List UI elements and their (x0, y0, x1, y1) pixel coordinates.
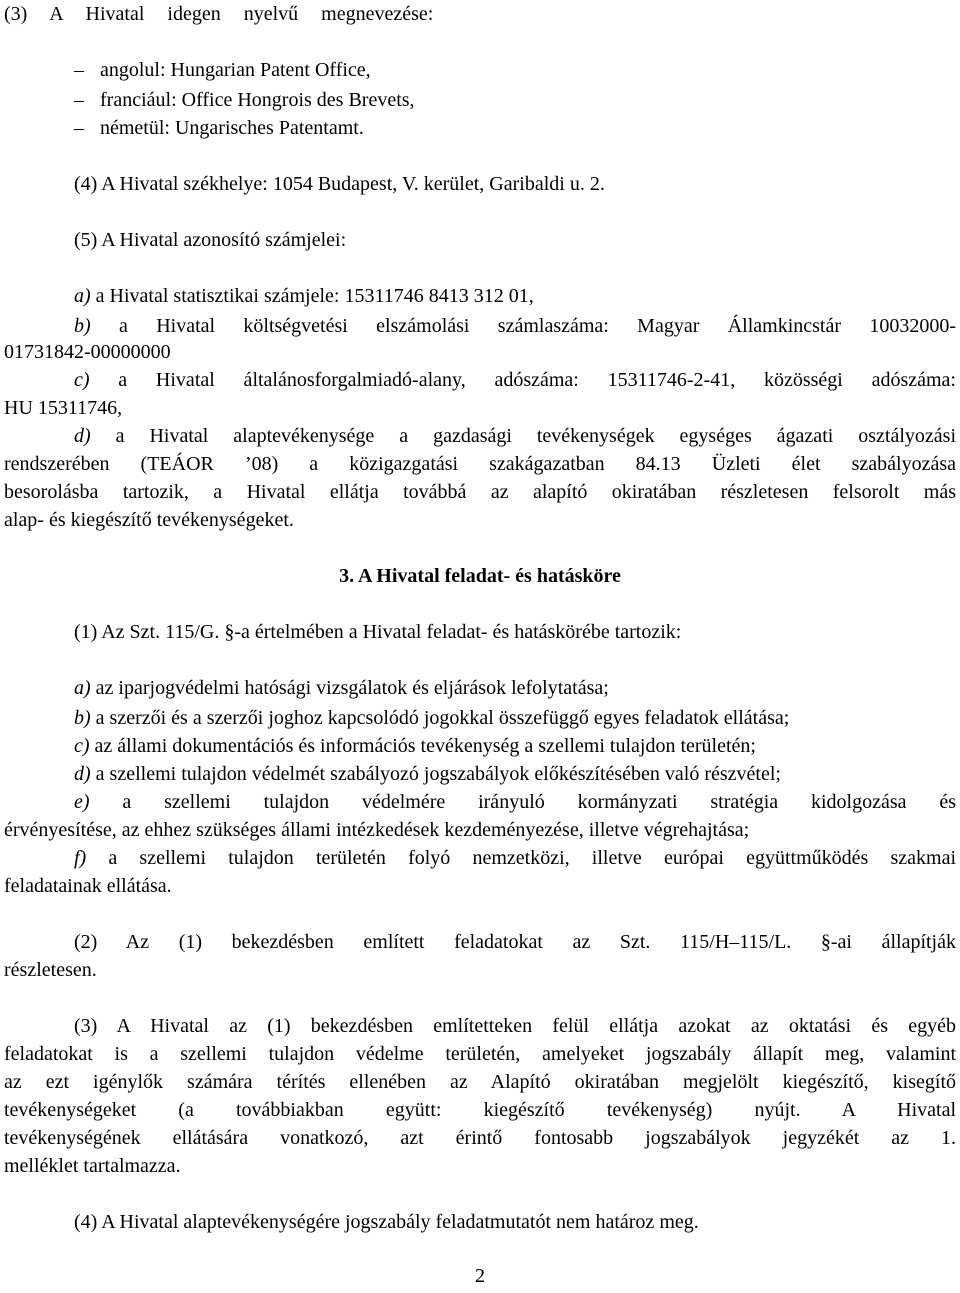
list-item: d) a Hivatal alaptevékenysége a gazdasági tevékenységek egységes ágazati osztályozási (74, 425, 956, 447)
list-item (74, 116, 364, 140)
list-item: e) a szellemi tulajdon védelmére irányuló kormányzati stratégia kidolgozása és (74, 791, 956, 813)
list-item: b) a Hivatal költségvetési elszámolási számlaszáma: Magyar Államkincstár 10032000- (74, 315, 956, 337)
paragraph-4: (4) A Hivatal székhelye: 1054 Budapest, V. kerület, Garibaldi u. 2. (74, 173, 605, 195)
section-2-line: részletesen. (4, 959, 97, 981)
list-item (74, 58, 371, 82)
list-item-continuation: HU 15311746, (4, 397, 123, 419)
list-item: a) az iparjogvédelmi hatósági vizsgálatok és eljárások lefolytatása; (74, 677, 609, 699)
list-item: f) a szellemi tulajdon területén folyó nemzetközi, illetve európai együttműködés szakmai (74, 847, 956, 869)
list-item: c) a Hivatal általánosforgalmiadó-alany, adószáma: 15311746-2-41, közösségi adószáma: (74, 369, 956, 391)
page-number: 2 (475, 1265, 485, 1287)
dash-marker: – (74, 89, 84, 111)
section-3-line: melléklet tartalmazza. (4, 1155, 181, 1177)
section-heading: 3. A Hivatal feladat- és hatásköre (339, 565, 621, 587)
list-item-continuation: érvényesítése, az ehhez szükséges állami intézkedések kezdeményezése, illetve végrehajtása; (4, 819, 750, 841)
section-3-line: (3) A Hivatal az (1) bekezdésben említetteken felül ellátja azokat az oktatási és egyéb (74, 1015, 956, 1037)
section-3-line: az ezt igénylők számára térítés ellenében az Alapító okiratában megjelölt kiegészítő, kisegítő (4, 1071, 956, 1093)
list-item-continuation: rendszerében (TEÁOR ’08) a közigazgatási szakágazatban 84.13 Üzleti élet szabályozása (4, 453, 956, 475)
section-1-title: (1) Az Szt. 115/G. §-a értelmében a Hivatal feladat- és hatáskörébe tartozik: (74, 621, 682, 643)
list-item: c) az állami dokumentációs és információs tevékenység a szellemi tulajdon területén; (74, 735, 756, 757)
paragraph-3-title: (3) A Hivatal idegen nyelvű megnevezése: (4, 3, 434, 25)
list-item: b) a szerzői és a szerzői joghoz kapcsolódó jogokkal összefüggő egyes feladatok ellátása; (74, 707, 790, 729)
section-2-line: (2) Az (1) bekezdésben említett feladatokat az Szt. 115/H–115/L. §-ai állapítják (74, 931, 956, 953)
list-item-continuation: 01731842-00000000 (4, 341, 171, 363)
dash-marker: – (74, 59, 84, 81)
list-item-text: németül: Ungarisches Patentamt. (100, 117, 364, 139)
section-4: (4) A Hivatal alaptevékenységére jogszabály feladatmutatót nem határoz meg. (74, 1211, 699, 1233)
list-item (74, 88, 415, 112)
paragraph-5-title: (5) A Hivatal azonosító számjelei: (74, 229, 347, 251)
list-item-continuation: alap- és kiegészítő tevékenységeket. (4, 509, 294, 531)
list-item-continuation: feladatainak ellátása. (4, 875, 172, 897)
dash-marker: – (74, 117, 84, 139)
section-3-line: tevékenységeket (a továbbiakban együtt: kiegészítő tevékenység) nyújt. A Hivatal (4, 1099, 956, 1121)
section-3-line: tevékenységének ellátására vonatkozó, azt érintő fontosabb jogszabályok jegyzékét az 1. (4, 1127, 956, 1149)
list-item-text: franciául: Office Hongrois des Brevets, (100, 89, 415, 111)
list-item: a) a Hivatal statisztikai számjele: 15311746 8413 312 01, (74, 285, 534, 307)
list-item-text: angolul: Hungarian Patent Office, (100, 59, 371, 81)
section-3-line: feladatokat is a szellemi tulajdon védelme területén, amelyeket jogszabály állapít meg, valamint (4, 1043, 956, 1065)
list-item: d) a szellemi tulajdon védelmét szabályozó jogszabályok előkészítésében való részvétel; (74, 763, 781, 785)
list-item-continuation: besorolásba tartozik, a Hivatal ellátja továbbá az alapító okiratában részletesen felsorolt más (4, 481, 956, 503)
